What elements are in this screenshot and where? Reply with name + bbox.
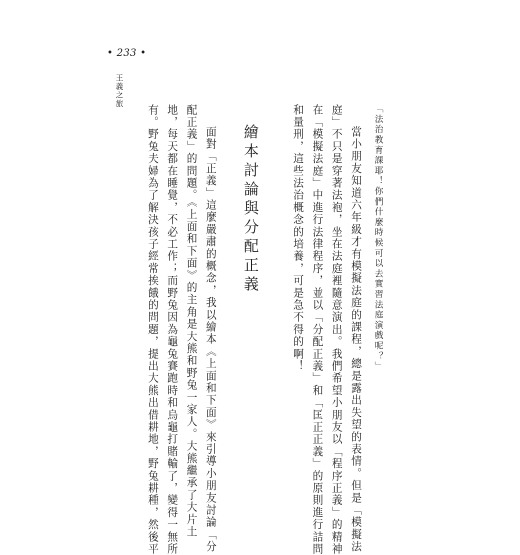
paragraph-1-line-1: 當小朋友知道六年級才有模擬法庭的課程，總是露出失望的表情。但是「模擬法 bbox=[350, 126, 362, 553]
paragraph-2-line-2: 配正義」的問題。《上面和下面》的主角是大熊和野兔一家人。大熊繼承了大片土 bbox=[185, 104, 198, 538]
running-head: 王義之旅 bbox=[115, 74, 124, 108]
page-number: • 233 • bbox=[107, 48, 147, 59]
paragraph-2-line-4: 有。野兔夫婦為了解決孩子經常挨餓的問題，提出大熊出借耕地，野兔耕種，然後平 bbox=[146, 104, 159, 555]
paragraph-1-line-3: 在「模擬法庭」中進行法律程序，並以「分配正義」和「匡正正義」的原則進行詰問 bbox=[311, 104, 324, 555]
paragraph-1-line-4: 和量刑，這些法治概念的培養，可是急不得的啊！ bbox=[292, 104, 305, 373]
quote-line: 「法治教育課耶！你們什麼時候可以去實習法庭演戲呢？」 bbox=[373, 104, 383, 372]
vertical-text-body bbox=[139, 104, 383, 555]
paragraph-2-line-1: 面對「正義」這麼嚴肅的概念，我以繪本《上面和下面》來引導小朋友討論「分 bbox=[204, 126, 217, 553]
paragraph-2-line-3: 地，每天都在睡覺，不必工作；而野兔因為龜兔賽跑時和烏龜打賭輸了，變得一無所 bbox=[166, 104, 179, 555]
paragraph-1-line-2: 庭」不只是穿著法袍，坐在法庭裡隨意演出。我們希望小朋友以「程序正義」的精神 bbox=[330, 104, 343, 555]
section-heading: 繪本討論與分配正義 bbox=[241, 124, 260, 295]
